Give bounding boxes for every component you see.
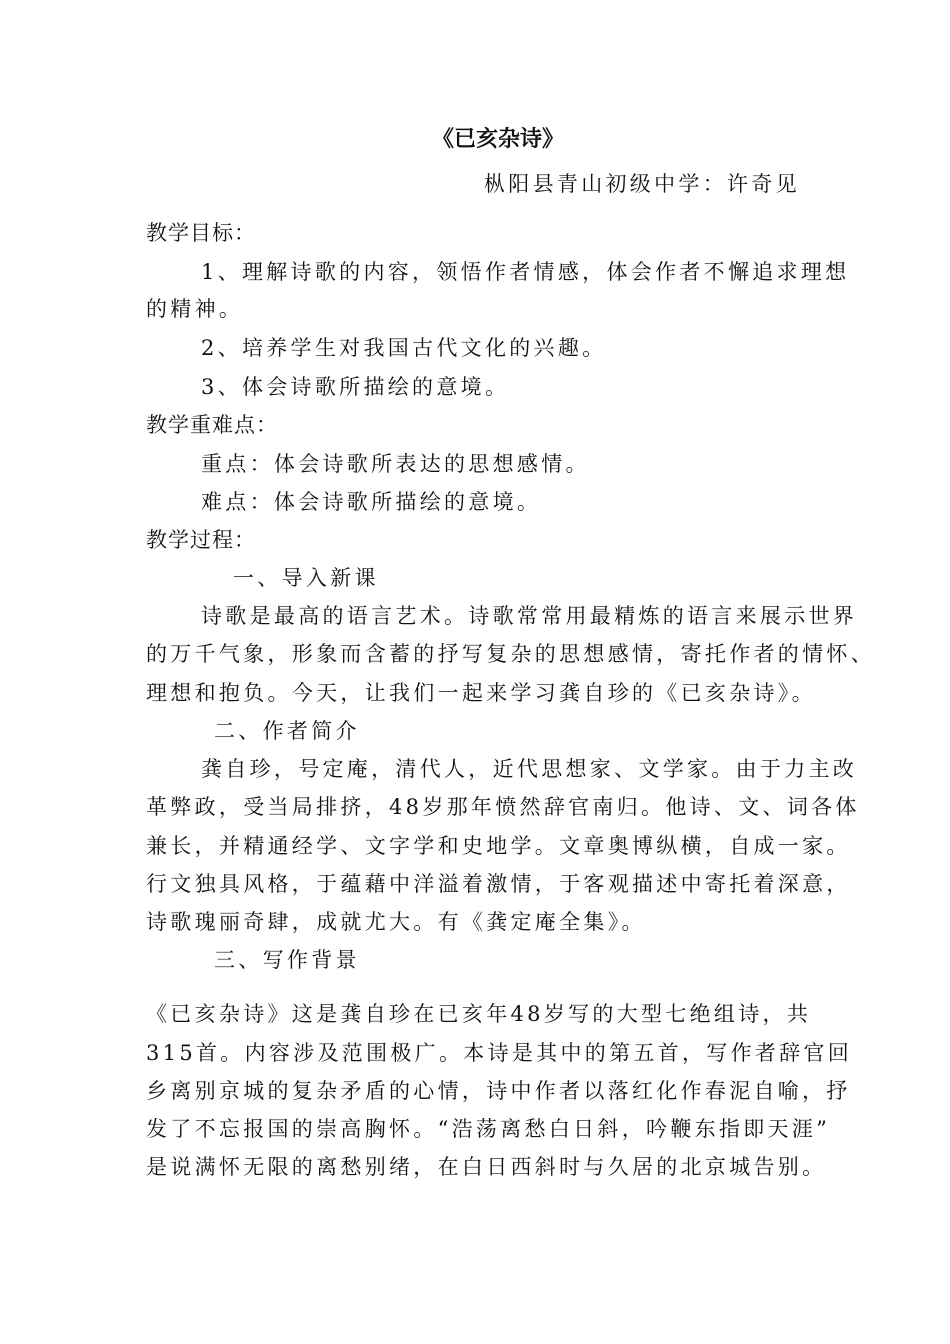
objectives-heading: 教学目标： (146, 221, 256, 245)
section-2-line-1: 龚自珍，号定庵，清代人，近代思想家、文学家。由于力主改 (201, 757, 858, 781)
section-3-line-5: 是说满怀无限的离愁别绪，在白日西斜时与久居的北京城告别。 (146, 1155, 827, 1179)
document-title: 《已亥杂诗》 (432, 127, 565, 152)
section-1-line-1: 诗歌是最高的语言艺术。诗歌常常用最精炼的语言来展示世界 (201, 604, 858, 628)
key-point: 重点：体会诗歌所表达的思想感情。 (201, 452, 590, 476)
section-2-line-5: 诗歌瑰丽奇肆，成就尤大。有《龚定庵全集》。 (146, 910, 646, 934)
section-3-line-1: 《已亥杂诗》这是龚自珍在已亥年48岁写的大型七绝组诗，共 (146, 1002, 812, 1026)
section-3-line-3: 乡离别京城的复杂矛盾的心情，诗中作者以落红化作春泥自喻，抒 (146, 1079, 851, 1103)
section-2-heading: 二、作者简介 (214, 719, 360, 743)
section-1-heading: 一、导入新课 (233, 566, 379, 590)
section-2-line-2: 革弊政，受当局排挤，48岁那年愤然辞官南归。他诗、文、词各体 (146, 795, 860, 819)
section-1-line-3: 理想和抱负。今天，让我们一起来学习龚自珍的《已亥杂诗》。 (146, 681, 816, 705)
section-3-line-4: 发了不忘报国的崇高胸怀。“浩荡离愁白日斜，吟鞭东指即天涯” (146, 1117, 831, 1141)
author-line: 枞阳县青山初级中学：许奇见 (484, 172, 800, 196)
objective-2: 2、培养学生对我国古代文化的兴趣。 (201, 336, 607, 360)
section-2-line-4: 行文独具风格，于蕴藉中洋溢着激情，于客观描述中寄托着深意， (146, 872, 851, 896)
process-heading: 教学过程： (146, 528, 256, 552)
objective-1-line-1: 1、理解诗歌的内容，领悟作者情感，体会作者不懈追求理想 (201, 260, 850, 284)
section-2-line-3: 兼长，并精通经学、文字学和史地学。文章奥博纵横，自成一家。 (146, 834, 851, 858)
section-1-line-2: 的万千气象，形象而含蓄的抒写复杂的思想感情，寄托作者的情怀、 (146, 642, 875, 666)
objective-3: 3、体会诗歌所描绘的意境。 (201, 375, 510, 399)
difficult-point: 难点：体会诗歌所描绘的意境。 (201, 490, 542, 514)
section-3-heading: 三、写作背景 (214, 948, 360, 972)
key-points-heading: 教学重难点： (146, 413, 278, 437)
objective-1-line-2: 的精神。 (146, 297, 244, 321)
section-3-line-2: 315首。内容涉及范围极广。本诗是其中的第五首，写作者辞官回 (146, 1041, 853, 1065)
